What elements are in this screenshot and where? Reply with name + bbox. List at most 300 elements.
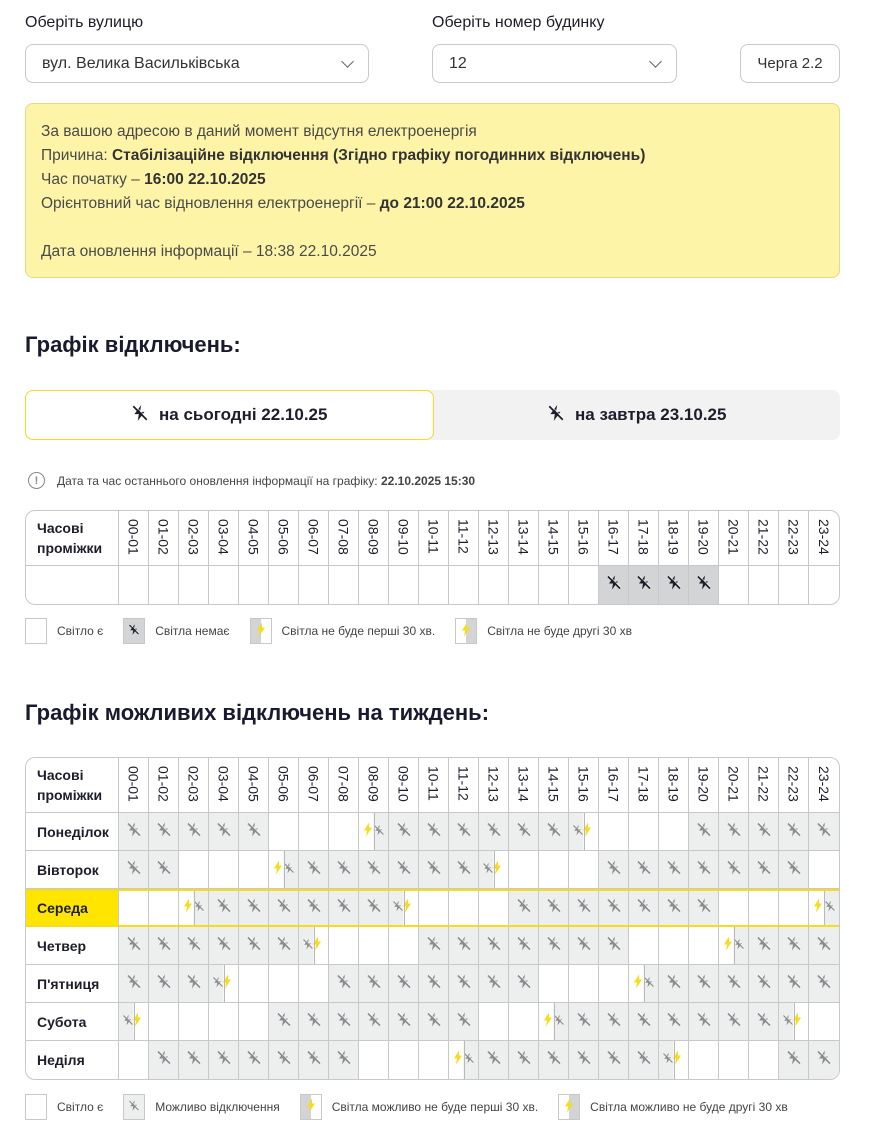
no-power-icon [366,1011,382,1032]
info-value: 22.10.2025 15:30 [380,473,476,488]
no-power-icon [283,861,295,879]
hour-cell [389,566,419,604]
hour-header: 16-17 [599,511,629,566]
no-power-icon [392,899,404,917]
no-power-icon [756,821,772,842]
hour-header: 02-03 [179,511,209,566]
hour-cell [659,965,689,1003]
no-power-icon [336,1011,352,1032]
hour-cell [599,965,629,1003]
hour-cell [419,1003,449,1041]
no-power-icon [276,898,292,919]
no-power-icon [456,1011,472,1032]
today-schedule-table [25,510,840,605]
hour-cell [509,566,539,604]
hour-cell [269,927,299,965]
hour-header: 06-07 [299,758,329,813]
hour-cell [509,927,539,965]
queue-button[interactable]: Черга 2.2 [740,44,840,83]
hour-header: 15-16 [569,511,599,566]
hour-cell [779,927,809,965]
hour-cell [449,566,479,604]
no-power-icon [276,1011,292,1032]
hour-cell [209,1003,239,1041]
hour-cell [239,1041,269,1079]
hour-cell [329,965,359,1003]
hour-cell [149,1041,179,1079]
no-power-icon [726,973,742,994]
start-value: 16:00 22.10.2025 [144,171,266,188]
no-power-icon [426,973,442,994]
hour-cell [239,1003,269,1041]
hour-cell [509,851,539,889]
week-row [26,1041,839,1079]
hour-cell [179,851,209,889]
hour-cell [569,566,599,604]
bolt-icon [274,860,282,879]
hour-header: 22-23 [779,758,809,813]
hour-cell [209,813,239,851]
header-label: Часові проміжки [26,511,119,566]
hour-header: 04-05 [239,758,269,813]
hour-cell [329,1041,359,1079]
hour-cell [749,965,779,1003]
hour-cell [449,965,479,1003]
header-label: Часові проміжки [26,758,119,813]
hour-cell [449,851,479,889]
hour-cell [389,813,419,851]
hour-cell [359,927,389,965]
legend-label: Світла не буде перші 30 хв. [281,624,436,638]
no-power-icon [666,1011,682,1032]
day-label: Вівторок [26,851,119,889]
legend-label: Світло є [57,1100,104,1114]
hour-cell [539,965,569,1003]
hour-cell [209,965,239,1003]
hour-cell [629,566,659,604]
no-power-icon [373,823,385,841]
hour-header: 00-01 [119,758,149,813]
hour-cell [299,813,329,851]
hour-cell [179,566,209,604]
week-schedule-table [25,757,840,1080]
hour-cell [329,927,359,965]
no-power-icon [666,973,682,994]
hour-header: 06-07 [299,511,329,566]
bolt-icon [223,974,231,993]
no-power-icon [426,821,442,842]
hour-cell [749,851,779,889]
hour-cell [749,1003,779,1041]
hour-cell [539,1003,569,1041]
no-power-icon [246,1050,262,1071]
hour-cell [569,927,599,965]
hour-header: 01-02 [149,758,179,813]
hour-cell [599,851,629,889]
hour-cell [389,851,419,889]
info-icon: ! [28,472,45,489]
hour-cell [179,889,209,927]
no-power-icon [336,1050,352,1071]
no-power-icon [666,575,682,596]
hour-cell [329,889,359,927]
hour-cell [329,813,359,851]
hour-cell [359,889,389,927]
no-power-icon [606,1011,622,1032]
no-power-icon [696,575,712,596]
hour-cell [299,1003,329,1041]
legend-item [300,1094,538,1120]
hour-cell [419,927,449,965]
hour-cell [779,566,809,604]
bolt-icon [673,1051,681,1070]
no-power-icon [553,1013,565,1031]
legend-label: Світло є [57,624,104,638]
hour-cell [149,927,179,965]
hour-cell [659,1041,689,1079]
hour-cell [119,965,149,1003]
hour-header: 04-05 [239,511,269,566]
no-power-icon [696,898,712,919]
bolt-icon [544,1012,552,1031]
no-power-icon [816,935,832,956]
hour-cell [659,566,689,604]
legend-swatch [455,618,477,644]
no-power-icon [486,935,502,956]
hour-cell [269,851,299,889]
no-power-icon [546,1050,562,1071]
no-power-icon [726,859,742,880]
legend-swatch [300,1094,322,1120]
hour-cell [389,889,419,927]
no-power-icon [636,859,652,880]
hour-header: 13-14 [509,758,539,813]
day-label: Понеділок [26,813,119,851]
hour-header: 08-09 [359,511,389,566]
house-label: Оберіть номер будинку [432,14,605,31]
schedule-title: Графік відключень: [25,332,241,357]
hour-cell [509,889,539,927]
week-title: Графік можливих відключень на тиждень: [25,700,490,725]
no-power-icon [696,973,712,994]
week-row [26,965,839,1003]
hour-cell [479,1003,509,1041]
hour-cell [269,1041,299,1079]
hour-header: 14-15 [539,758,569,813]
hour-cell [209,889,239,927]
no-power-icon [486,973,502,994]
week-row [26,851,839,889]
schedule-update-info [28,472,475,489]
hour-cell [659,851,689,889]
hour-header: 12-13 [479,511,509,566]
no-power-icon [696,821,712,842]
hour-cell [479,889,509,927]
no-power-icon [216,898,232,919]
hour-header: 13-14 [509,511,539,566]
hour-cell [479,927,509,965]
hour-cell [359,1003,389,1041]
hour-cell [809,566,839,604]
hour-header: 23-24 [809,511,839,566]
no-power-icon [643,975,655,993]
week-row [26,813,839,851]
bolt-icon [257,623,265,640]
hour-header: 09-10 [389,758,419,813]
no-power-icon [128,624,140,639]
hour-cell [119,813,149,851]
hour-cell [779,1003,809,1041]
legend-item [25,618,103,644]
no-power-icon [606,859,622,880]
no-power-icon [156,821,172,842]
bolt-icon [814,899,822,918]
no-power-icon [336,898,352,919]
hour-cell [659,927,689,965]
no-power-icon [246,898,262,919]
hour-cell [749,813,779,851]
hour-cell [809,813,839,851]
hour-header: 11-12 [449,511,479,566]
no-power-icon [306,859,322,880]
hour-cell [299,1041,329,1079]
hour-header: 05-06 [269,511,299,566]
hour-cell [179,1041,209,1079]
no-power-icon [456,973,472,994]
hour-header: 01-02 [149,511,179,566]
hour-cell [269,965,299,1003]
hour-cell [509,813,539,851]
no-power-icon [606,1050,622,1071]
hour-cell [179,965,209,1003]
street-value: вул. Велика Васильківська [42,54,240,72]
hour-cell [179,1003,209,1041]
week-row [26,927,839,965]
hour-cell [599,813,629,851]
no-power-icon [546,935,562,956]
hour-cell [689,927,719,965]
no-power-icon [572,823,584,841]
no-power-icon [576,898,592,919]
legend-swatch [250,618,272,644]
hour-cell [749,927,779,965]
hour-cell [449,927,479,965]
legend-item [25,1094,103,1120]
hour-cell [359,1041,389,1079]
week-row [26,889,839,927]
no-power-icon [193,899,205,917]
no-power-icon [576,1050,592,1071]
hour-cell [119,566,149,604]
legend-swatch [25,618,47,644]
legend-item [558,1094,788,1120]
info-text: Дата та час останнього оновлення інформації на графіку: [57,473,381,488]
hour-cell [689,851,719,889]
hour-cell [209,566,239,604]
hour-header: 14-15 [539,511,569,566]
hour-header: 17-18 [629,511,659,566]
no-power-icon [636,575,652,596]
no-power-icon [606,898,622,919]
hour-header: 19-20 [689,511,719,566]
hour-cell [809,851,839,889]
day-label: Четвер [26,927,119,965]
hour-header: 19-20 [689,758,719,813]
week-legend [25,1094,808,1120]
hour-cell [239,851,269,889]
hour-cell [809,965,839,1003]
hour-header: 08-09 [359,758,389,813]
legend-item [250,618,436,644]
hour-header: 07-08 [329,758,359,813]
no-power-icon [396,1011,412,1032]
bolt-icon [307,1099,315,1116]
hour-cell [569,889,599,927]
tab-tomorrow[interactable] [434,390,841,440]
hour-header: 23-24 [809,758,839,813]
hour-header: 10-11 [419,758,449,813]
hour-cell [569,851,599,889]
hour-cell [119,851,149,889]
bolt-icon [462,623,470,640]
no-power-icon [156,935,172,956]
bolt-icon [133,1012,141,1031]
no-power-icon [216,821,232,842]
restore-value: до 21:00 22.10.2025 [379,195,525,212]
hour-cell [179,927,209,965]
no-power-icon [246,821,262,842]
no-power-icon [396,821,412,842]
hour-cell [389,1003,419,1041]
hour-cell [719,965,749,1003]
no-power-icon [726,821,742,842]
hour-cell [119,927,149,965]
hour-cell [419,566,449,604]
hour-cell [749,1041,779,1079]
hour-cell [569,813,599,851]
hour-cell [599,566,629,604]
legend-swatch [123,618,145,644]
hour-cell [239,566,269,604]
no-power-icon [756,859,772,880]
no-power-icon [156,1050,172,1071]
hour-cell [689,889,719,927]
no-power-icon [126,973,142,994]
no-power-icon [426,935,442,956]
hour-cell [479,813,509,851]
hour-cell [569,965,599,1003]
hour-header: 05-06 [269,758,299,813]
no-power-icon [786,859,802,880]
no-power-icon [576,935,592,956]
no-power-icon [456,821,472,842]
no-power-icon [276,935,292,956]
street-select[interactable] [25,44,369,83]
reason-label: Причина: [41,147,112,164]
no-power-icon [516,821,532,842]
hour-header: 22-23 [779,511,809,566]
hour-cell [209,851,239,889]
no-power-icon [306,1011,322,1032]
hour-cell [719,1003,749,1041]
hour-cell [149,1003,179,1041]
no-power-icon [756,935,772,956]
no-power-icon [547,404,565,427]
hour-cell [659,1003,689,1041]
hour-cell [269,566,299,604]
bolt-icon [583,822,591,841]
today-row-label [26,566,119,604]
hour-cell [419,965,449,1003]
house-value: 12 [449,54,467,72]
hour-cell [539,927,569,965]
no-power-icon [516,935,532,956]
hour-header: 11-12 [449,758,479,813]
no-power-icon [576,1011,592,1032]
legend-label: Світла не буде другі 30 хв [487,624,632,638]
hour-cell [419,889,449,927]
tab-today[interactable] [25,390,434,440]
hour-cell [599,927,629,965]
bolt-icon [364,822,372,841]
no-power-icon [426,859,442,880]
no-power-icon [463,1051,475,1069]
no-power-icon [276,1050,292,1071]
hour-cell [689,566,719,604]
hour-cell [449,889,479,927]
chevron-down-icon [649,55,662,68]
no-power-icon [546,898,562,919]
hour-cell [239,813,269,851]
hour-cell [629,1003,659,1041]
hour-cell [299,889,329,927]
hour-cell [389,965,419,1003]
legend-item [123,1094,280,1120]
no-power-icon [666,859,682,880]
no-power-icon [516,973,532,994]
hour-cell [239,889,269,927]
bolt-icon [313,936,321,955]
hour-cell [809,1003,839,1041]
house-select[interactable] [432,44,677,83]
legend-label: Можливо відключення [155,1100,280,1114]
no-power-icon [456,935,472,956]
no-power-icon [396,859,412,880]
hour-cell [389,927,419,965]
hour-cell [479,566,509,604]
no-power-icon [606,935,622,956]
hour-cell [269,813,299,851]
hour-header: 10-11 [419,511,449,566]
hour-cell [419,813,449,851]
hour-cell [719,813,749,851]
hour-cell [149,813,179,851]
hour-cell [419,1041,449,1079]
no-power-icon [306,898,322,919]
day-label: Неділя [26,1041,119,1079]
no-power-icon [131,404,149,427]
alert-updated: Дата оновлення інформації – 18:38 22.10.2025 [41,243,377,260]
hour-cell [509,965,539,1003]
no-power-icon [156,859,172,880]
hour-cell [239,927,269,965]
day-label: П'ятниця [26,965,119,1003]
legend-item [455,618,632,644]
hour-cell [329,566,359,604]
no-power-icon [366,973,382,994]
tab-today-label: на сьогодні 22.10.25 [159,405,328,424]
no-power-icon [426,1011,442,1032]
